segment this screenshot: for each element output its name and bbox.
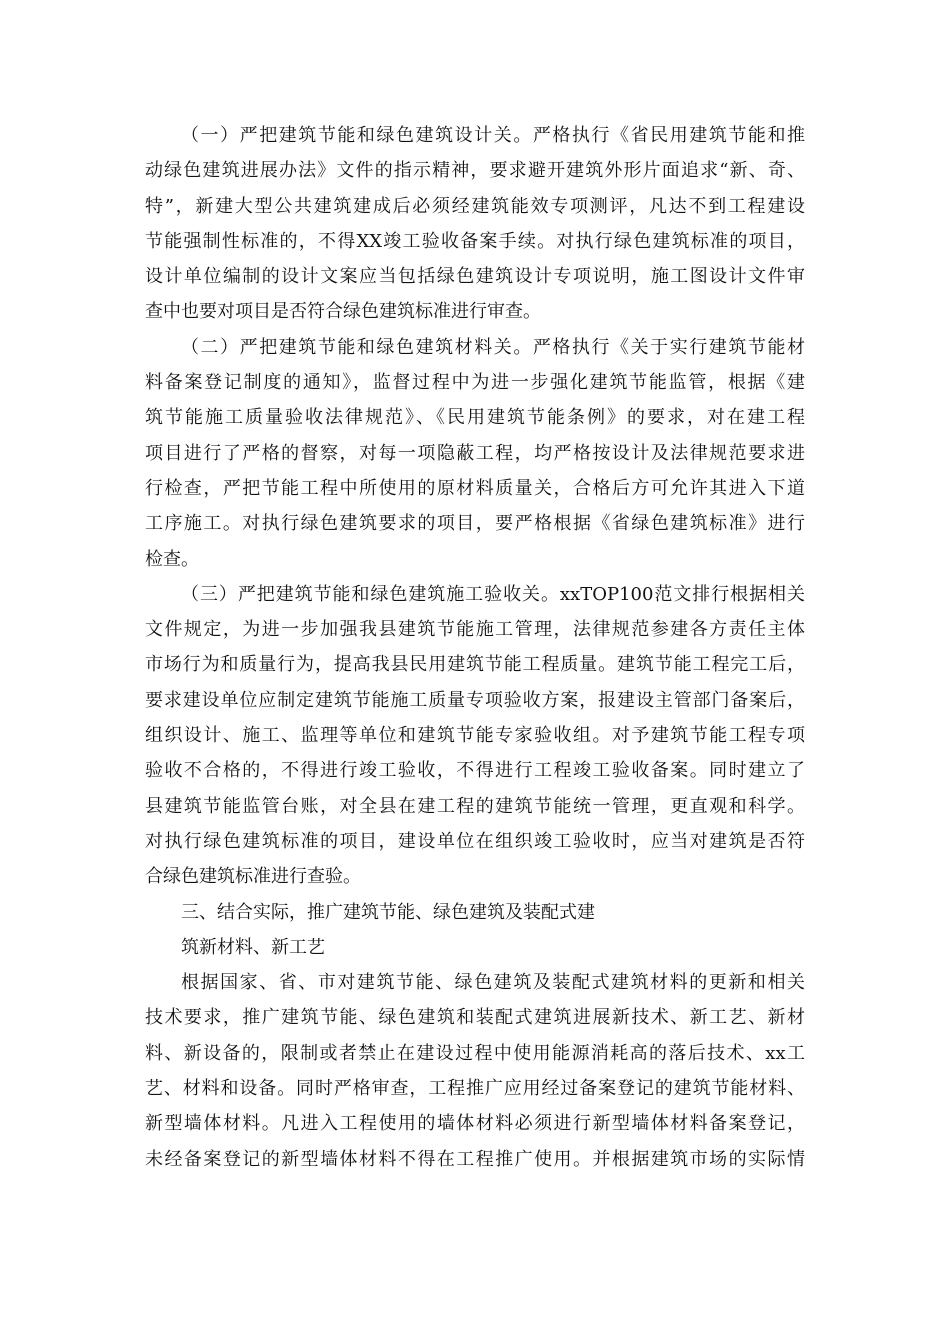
text-line: 新型墙体材料。凡进入工程使用的墙体材料必须进行新型墙体材料备案登记，	[145, 1113, 805, 1135]
text-line: 行检查，严把节能工程中所使用的原材料质量关，合格后方可允许其进入下道	[145, 477, 805, 499]
text-line: 艺、材料和设备。同时严格审查，工程推广应用经过备案登记的建筑节能材料、	[145, 1078, 805, 1100]
text-line: 查中也要对项目是否符合绿色建筑标准进行审查。	[145, 301, 541, 323]
text-line: 验收不合格的，不得进行竣工验收，不得进行工程竣工验收备案。同时建立了	[145, 760, 805, 782]
text-line: 要求建设单位应制定建筑节能施工质量专项验收方案，报建设主管部门备案后，	[145, 689, 805, 711]
text-line: 技术要求，推广建筑节能、绿色建筑和装配式建筑进展新技术、新工艺、新材	[145, 1007, 805, 1029]
text-line: 节能强制性标准的，不得XX竣工验收备案手续。对执行绿色建筑标准的项目，	[145, 230, 805, 252]
text-line: 工序施工。对执行绿色建筑要求的项目，要严格根据《省绿色建筑标准》进行	[145, 513, 805, 535]
text-line: 对执行绿色建筑标准的项目，建设单位在组织竣工验收时，应当对建筑是否符	[145, 830, 805, 852]
paragraph-materials	[145, 330, 805, 577]
document-body	[145, 118, 805, 1177]
text-line: 项目进行了严格的督察，对每一项隐蔽工程，均严格按设计及法律规范要求进	[145, 442, 805, 464]
text-line: 根据国家、省、市对建筑节能、绿色建筑及装配式建筑材料的更新和相关	[181, 972, 805, 994]
text-line: 组织设计、施工、监理等单位和建筑节能专家验收组。对予建筑节能工程专项	[145, 725, 805, 747]
paragraph-acceptance	[145, 577, 805, 895]
text-line: 特”，新建大型公共建筑建成后必须经建筑能效专项测评，凡达不到工程建设	[145, 195, 805, 217]
text-line: 检查。	[145, 548, 199, 570]
text-line: 市场行为和质量行为，提高我县民用建筑节能工程质量。建筑节能工程完工后，	[145, 654, 805, 676]
heading-line: 筑新材料、新工艺	[181, 936, 325, 958]
section-heading	[145, 895, 805, 966]
heading-line: 三、结合实际，推广建筑节能、绿色建筑及装配式建	[181, 901, 595, 923]
text-line: 料、新设备的，限制或者禁止在建设过程中使用能源消耗高的落后技术、xx工	[145, 1042, 805, 1064]
text-line: （二）严把建筑节能和绿色建筑材料关。严格执行《关于实行建筑节能材	[181, 336, 805, 358]
paragraph-promotion	[145, 965, 805, 1177]
text-line: 筑节能施工质量验收法律规范》、《民用建筑节能条例》的要求，对在建工程	[145, 407, 805, 429]
text-line: （三）严把建筑节能和绿色建筑施工验收关。xxTOP100范文排行根据相关	[181, 583, 805, 605]
text-line: 合绿色建筑标准进行查验。	[145, 866, 361, 888]
text-line: 文件规定，为进一步加强我县建筑节能施工管理，法律规范参建各方责任主体	[145, 619, 805, 641]
text-line: 动绿色建筑进展办法》文件的指示精神，要求避开建筑外形片面追求“新、奇、	[145, 160, 805, 182]
text-line: 料备案登记制度的通知》，监督过程中为进一步强化建筑节能监管，根据《建	[145, 372, 805, 394]
text-line: （一）严把建筑节能和绿色建筑设计关。严格执行《省民用建筑节能和推	[181, 125, 805, 146]
paragraph-design	[145, 118, 805, 330]
text-line: 未经备案登记的新型墙体材料不得在工程推广使用。并根据建筑市场的实际情	[145, 1148, 805, 1170]
text-line: 设计单位编制的设计文案应当包括绿色建筑设计专项说明，施工图设计文件审	[145, 266, 805, 288]
text-line: 县建筑节能监管台账，对全县在建工程的建筑节能统一管理，更直观和科学。	[145, 795, 805, 817]
